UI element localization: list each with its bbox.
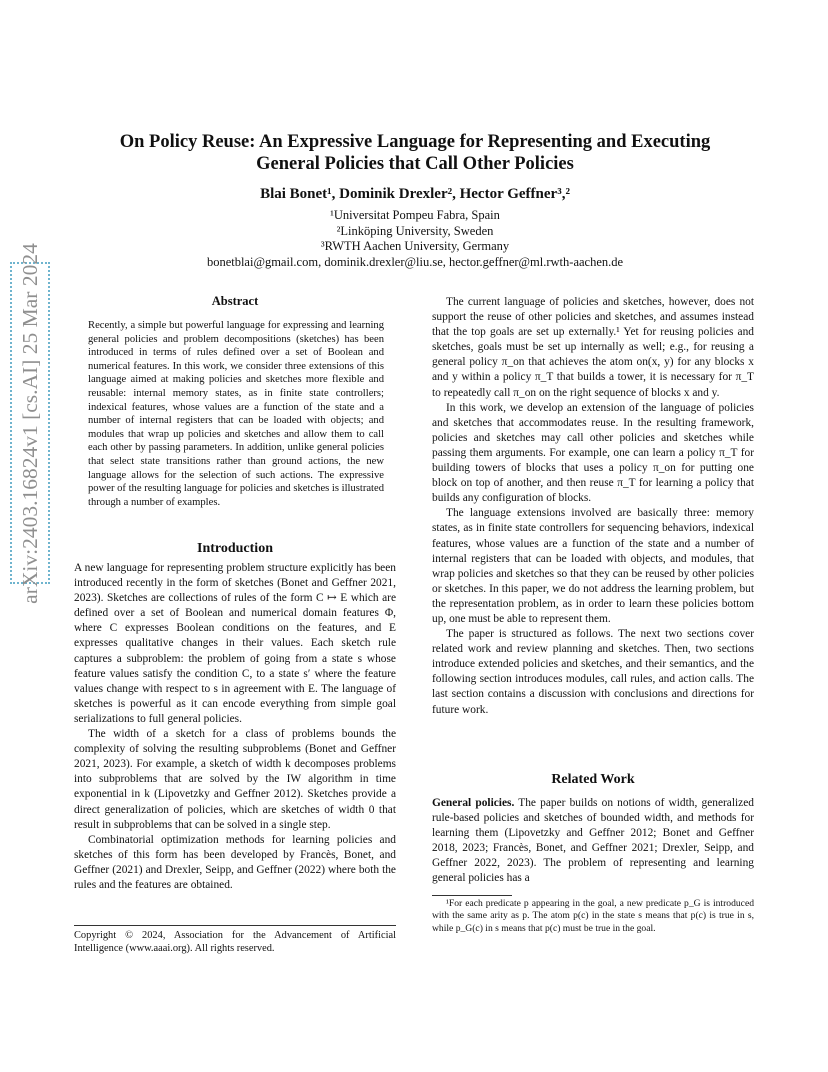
abstract-heading: Abstract xyxy=(211,294,259,308)
footnote-rule xyxy=(432,895,512,896)
copyright-notice: Copyright © 2024, Association for the Advancement of Artificial Intelligence (www.aaai.org). All rights reserved. xyxy=(74,925,396,955)
affiliations xyxy=(95,208,735,270)
paper-title: On Policy Reuse: An Expressive Language for Representing and Executing General Policies that Call Other Policies xyxy=(119,132,711,174)
intro-paragraph-7: The paper is structured as follows. The next two sections cover related work and review planning and sketches. Then, two sections introduce extended policies and sketches, and their semantics, and the following section introduces modules, call rules, and action calls. The last section contains a discussion with conclusions and directions for future work. xyxy=(432,628,754,716)
related-work-text xyxy=(432,796,754,887)
arxiv-stamp xyxy=(10,242,50,604)
intro-paragraph-5: In this work, we develop an extension of the language of policies and sketches that accommodates reuse. In the resulting framework, policies and sketches may call other policies and sketches while passing them arguments. For example, one can learn a policy π_T for building towers of blocks that uses a policy π_on for putting one block on top of another, and then reuse π_T for learning a policy that builds any configuration of blocks. xyxy=(432,401,754,505)
paper-authors: Blai Bonet¹, Dominik Drexler², Hector Geffner³,² xyxy=(260,186,570,202)
introduction-right-column xyxy=(432,295,754,718)
arxiv-stamp-text: arXiv:2403.16824v1 [cs.AI] 25 Mar 2024 xyxy=(17,242,42,604)
introduction-heading: Introduction xyxy=(197,541,273,556)
affiliation-2: ²Linköping University, Sweden xyxy=(336,223,494,238)
introduction-left-column xyxy=(74,561,396,893)
footnote-1 xyxy=(432,898,754,935)
related-work-paragraph xyxy=(432,796,754,887)
abstract-text: Recently, a simple but powerful language for expressing and learning general policies and problem decompositions (sketches) has been introduced in terms of rules defined over a set of Boolean and numerical features. In this work, we consider three extensions of this language aimed at making policies and sketches more flexible and reusable: internal memory states, as in finite state controllers; indexical features, whose values are a function of the state and a number of internal registers that can be loaded with objects; and modules that wrap up policies and sketches and allow them to call each other by passing parameters. In addition, unlike general policies that select state transitions rather than ground actions, the new language allows for the selection of such actions. The expressive power of the resulting language for policies and sketches is illustrated through a number of examples. xyxy=(88,320,384,508)
intro-paragraph-3: Combinatorial optimization methods for learning policies and sketches of this form has been developed by Francès, Bonet, and Geffner (2021) and Drexler, Seipp, and Geffner (2022) where both the rules and the features are obtained. xyxy=(74,833,396,891)
intro-paragraph-2: The width of a sketch for a class of problems bounds the complexity of solving the resulting subproblems (Bonet and Geffner 2021, 2023). For example, a sketch of width k decomposes problems into subproblems that are solved by the IW algorithm in time exponential in k (Lipovetzky and Geffner 2012). Sketches provide a direct generalization of policies, which are sketches of width 0 that result in subproblems that can be solved in a single step. xyxy=(74,728,396,831)
affiliation-3: ³RWTH Aachen University, Germany xyxy=(320,239,510,253)
author-emails: bonetblai@gmail.com, dominik.drexler@liu.se, hector.geffner@ml.rwth-aachen.de xyxy=(206,254,624,269)
related-work-body: The paper builds on notions of width, generalized rule-based policies and sketches of bounded width, and methods for learning them (Lipovetzky and Geffner 2012; Bonet and Geffner 2018, 2023; Francès, Bonet, and Geffner 2021; Drexler, Seipp, and Geffner 2022, 2023). The problem of representing and learning general policies has a xyxy=(432,797,754,885)
intro-paragraph-6: The language extensions involved are basically three: memory states, as in finite state controllers for sequencing behaviors, indexical features, whose values are a function of the state and a number of internal registers that can be loaded with objects, and modules, that wrap policies and sketches so that they can be reused by other policies or sketches. In this paper, we do not address the learning problem, but the representation problem, as in order to learn these policies bottom up, one must be able to represent them. xyxy=(432,507,754,625)
intro-paragraph-4: The current language of policies and sketches, however, does not support the reuse of other policies and sketches, and assumes instead that the top goals are set up externally.¹ Yet for reusing policies and sketches, goals must be set up internally as well; e.g., for reusing a general policy π_on that achieves the atom on(x, y) for any blocks x and y within a policy π_T that builds a tower, it is necessary for π_T to repeatedly call π_on on the right sequence of blocks x and y. xyxy=(432,296,754,399)
affiliation-1: ¹Universitat Pompeu Fabra, Spain xyxy=(330,208,500,222)
footnote-1-text: ¹For each predicate p appearing in the goal, a new predicate p_G is introduced with the same arity as p. The atom p(c) in the state s means that p(c) is true in s, while p_G(c) in s means that p(c) must be true in the goal. xyxy=(432,898,754,934)
intro-paragraph-1: A new language for representing problem structure explicitly has been introduced recently in the form of sketches (Bonet and Geffner 2021, 2023). Sketches are collections of rules of the form C ↦ E which are defined over a set of Boolean and numerical domain features Φ, where C expresses Boolean conditions on the features, and E expresses qualitative changes in their values. Each sketch rule captures a subproblem: the problem of going from a state s whose feature values satisfy the condition C, to a state s′ where the feature values change with respect to s in agreement with E. The language of sketches is powerful as it can encode everything from simple goal serializations to full general policies. xyxy=(74,562,396,725)
run-in-heading: General policies. xyxy=(432,797,515,809)
related-work-heading: Related Work xyxy=(551,772,635,787)
